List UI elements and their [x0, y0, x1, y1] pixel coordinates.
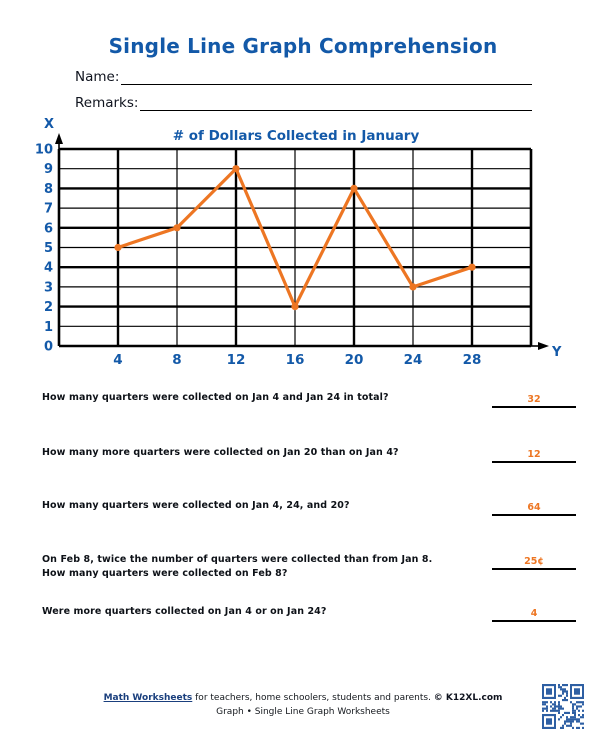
line-chart	[0, 113, 606, 378]
x-tick-label: 12	[226, 352, 246, 368]
question-row	[42, 605, 582, 619]
y-axis-arrow-icon	[55, 133, 63, 144]
vertical-axis-label: X	[43, 117, 55, 132]
remarks-blank-line	[140, 94, 532, 111]
x-tick-label: 8	[172, 352, 182, 368]
question-row	[42, 391, 582, 405]
remarks-label: Remarks:	[75, 95, 139, 111]
y-tick-label: 3	[43, 280, 53, 296]
x-tick-label: 4	[113, 352, 123, 368]
question-row	[42, 499, 582, 513]
answer-blank	[492, 551, 576, 570]
name-label: Name:	[75, 69, 120, 85]
answer-value: 4	[530, 608, 538, 619]
question-text: How many quarters were collected on Jan 4, 24, and 20?	[42, 500, 350, 511]
y-tick-label: 10	[34, 142, 53, 158]
data-point	[350, 185, 357, 192]
footer-copyright: © K12XL.com	[433, 693, 503, 703]
horizontal-axis-label: Y	[552, 345, 562, 360]
y-tick-label: 6	[43, 221, 53, 237]
x-axis-arrow-icon	[538, 342, 549, 350]
qr-code-icon	[542, 684, 584, 729]
footer-credit-text: for teachers, home schoolers, students and parents.	[192, 693, 434, 703]
y-tick-label: 5	[43, 241, 53, 256]
answer-blank	[492, 603, 576, 622]
y-tick-label: 9	[43, 162, 53, 178]
answer-blank	[492, 444, 576, 463]
question-row	[42, 446, 582, 460]
data-point	[173, 224, 180, 231]
footer-credit	[0, 691, 606, 705]
y-tick-label: 1	[43, 319, 53, 335]
y-tick-label: 8	[43, 181, 53, 197]
page-title: Single Line Graph Comprehension	[108, 34, 498, 58]
question-row	[42, 553, 582, 581]
question-text: Were more quarters collected on Jan 4 or on Jan 24?	[42, 606, 327, 617]
y-tick-label: 2	[43, 300, 53, 316]
question-text: How many quarters were collected on Jan 4 and Jan 24 in total?	[42, 392, 389, 403]
footer	[0, 691, 606, 719]
data-point	[409, 283, 416, 290]
answer-blank	[492, 389, 576, 408]
y-tick-label: 4	[43, 260, 53, 276]
answer-value: 64	[527, 502, 541, 513]
y-tick-label: 0	[43, 339, 53, 355]
question-text: On Feb 8, twice the number of quarters were collected than from Jan 8. How many quarters were collected on Feb 8?	[42, 554, 433, 579]
data-point	[114, 244, 121, 251]
chart-title: # of Dollars Collected in January	[172, 128, 420, 144]
remarks-field	[75, 94, 532, 111]
question-text: How many more quarters were collected on Jan 20 than on Jan 4?	[42, 447, 399, 458]
name-field	[75, 68, 532, 85]
footer-brand: Math Worksheets	[103, 693, 193, 703]
data-point	[232, 165, 239, 172]
y-tick-label: 7	[43, 201, 53, 217]
answer-value: 25¢	[524, 556, 544, 567]
x-tick-label: 16	[285, 352, 305, 368]
answer-blank	[492, 497, 576, 516]
data-point	[468, 264, 475, 271]
x-tick-label: 24	[403, 352, 423, 368]
name-blank-line	[121, 68, 532, 85]
footer-subtitle: Graph • Single Line Graph Worksheets	[216, 707, 390, 717]
data-point	[291, 303, 298, 310]
x-tick-label: 28	[462, 352, 482, 368]
answer-value: 12	[527, 449, 541, 460]
x-tick-label: 20	[344, 352, 364, 368]
answer-value: 32	[527, 394, 541, 405]
